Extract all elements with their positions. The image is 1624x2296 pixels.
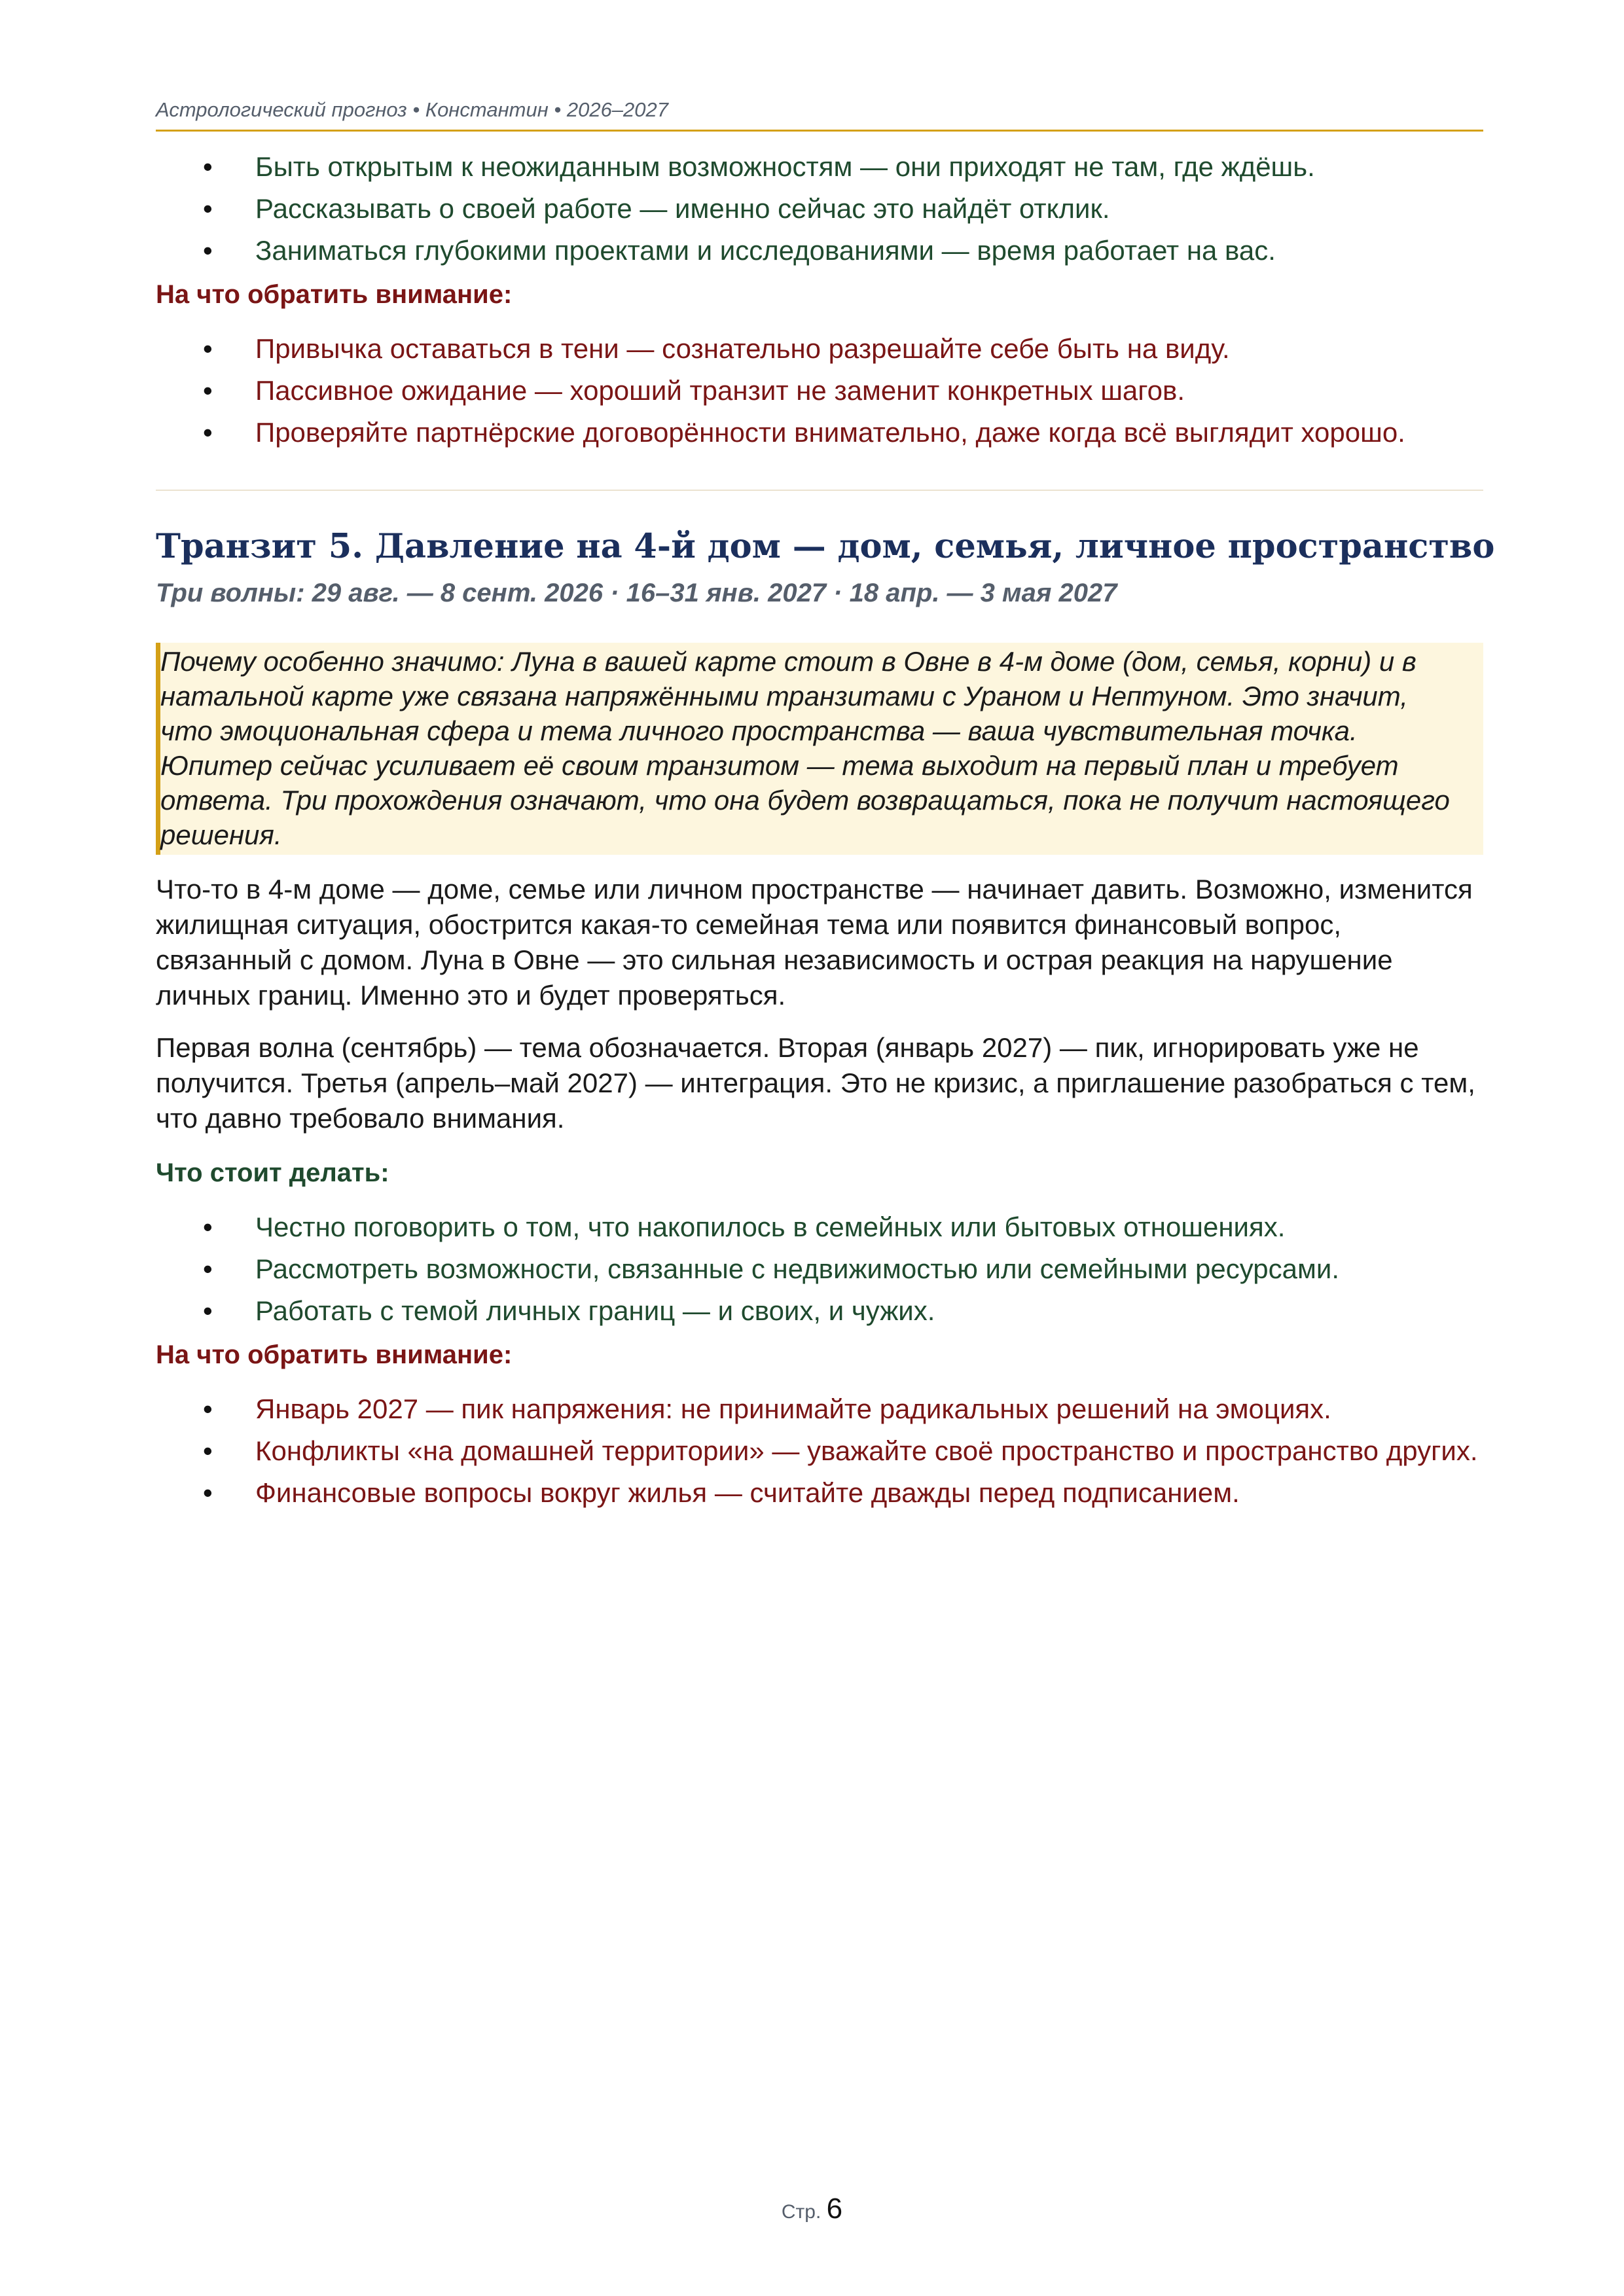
prev-do-list (156, 149, 1483, 268)
list-item: • Заниматься глубокими проектами и исследованиями — время работает на вас. (156, 233, 1483, 268)
section-divider (156, 490, 1483, 491)
running-header: Астрологический прогноз • Константин • 2026–2027 (156, 98, 1483, 132)
do-list (156, 1210, 1483, 1329)
list-item: • Проверяйте партнёрские договорённости внимательно, даже когда всё выглядит хорошо. (156, 415, 1483, 450)
list-item: • Пассивное ожидание — хороший транзит не заменит конкретных шагов. (156, 373, 1483, 408)
page-number: 6 (826, 2193, 843, 2225)
prev-attention-heading: На что обратить внимание: (156, 280, 513, 309)
list-item: • Привычка оставаться в тени — сознательно разрешайте себе быть на виду. (156, 331, 1483, 367)
list-item: • Рассмотреть возможности, связанные с недвижимостью или семейными ресурсами. (156, 1251, 1483, 1287)
callout-text: Почему особенно значимо: Луна в вашей карте стоит в Овне в 4-м доме (дом, семья, корни) и в натальной карте уже связана напряжёнными транзитами с Ураном и Нептуном. Это значит, что эмоциональная сфера и тема личного пространства — ваша чувствительная точка. Юпитер сейчас усиливает её своим транзитом — тема выходит на первый план и требует ответа. Три прохождения означают, что она будет возвращаться, пока не получит настоящего решения. (160, 646, 1450, 850)
attention-heading: На что обратить внимание: (156, 1340, 513, 1369)
do-heading: Что стоит делать: (156, 1158, 389, 1187)
transit-title: Транзит 5. Давление на 4-й дом — дом, семья, личное пространство (156, 527, 1495, 566)
attention-list (156, 1391, 1483, 1511)
page-content (156, 149, 1495, 1517)
list-item: • Январь 2027 — пик напряжения: не принимайте радикальных решений на эмоциях. (156, 1391, 1483, 1427)
body-paragraph-1: Что-то в 4-м доме — доме, семье или личном пространстве — начинает давить. Возможно, изменится жилищная ситуация, обострится какая-то семейная тема или появится финансовый вопрос, связанный с домом. Луна в Овне — это сильная независимость и острая реакция на нарушение личных границ. Именно это и будет проверяться. (156, 874, 1473, 1011)
list-item: • Работать с темой личных границ — и своих, и чужих. (156, 1293, 1483, 1329)
body-paragraph-2: Первая волна (сентябрь) — тема обозначается. Вторая (январь 2027) — пик, игнорировать уже не получится. Третья (апрель–май 2027) — интеграция. Это не кризис, а приглашение разобраться с тем, что давно требовало внимания. (156, 1032, 1475, 1134)
list-item: • Быть открытым к неожиданным возможностям — они приходят не там, где ждёшь. (156, 149, 1483, 185)
significance-callout (156, 643, 1483, 855)
list-item: • Рассказывать о своей работе — именно сейчас это найдёт отклик. (156, 191, 1483, 226)
prev-attention-list (156, 331, 1483, 450)
list-item: • Честно поговорить о том, что накопилось в семейных или бытовых отношениях. (156, 1210, 1483, 1245)
page-label: Стр. (781, 2201, 821, 2223)
transit-dates: Три волны: 29 авг. — 8 сент. 2026 · 16–31 янв. 2027 · 18 апр. — 3 мая 2027 (156, 579, 1117, 607)
list-item: • Конфликты «на домашней территории» — уважайте своё пространство и пространство других. (156, 1433, 1483, 1469)
list-item: • Финансовые вопросы вокруг жилья — считайте дважды перед подписанием. (156, 1475, 1483, 1511)
page-footer (0, 2193, 1624, 2225)
